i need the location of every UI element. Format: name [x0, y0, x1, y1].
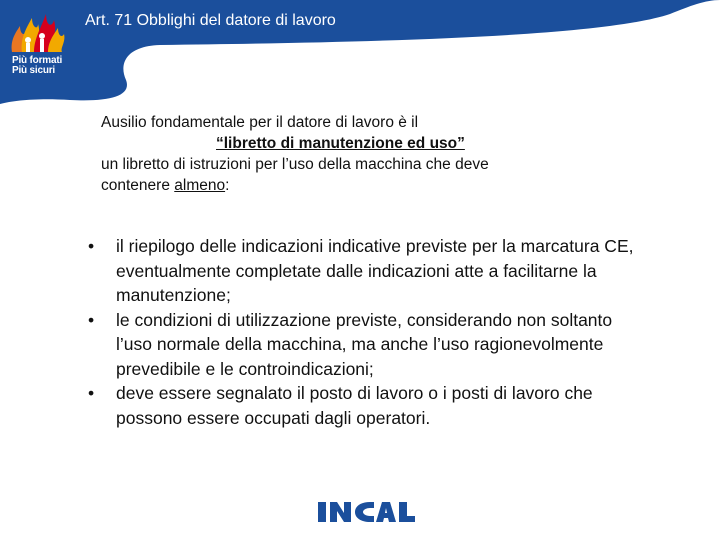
intro-emphasis: “libretto di manutenzione ed uso” [216, 135, 465, 152]
bullet-item [84, 381, 644, 430]
bullet-dot: • [88, 309, 95, 330]
bullet-text: le condizioni di utilizzazione previste, considerando non soltanto l’uso normale della macchina, ma anche l’uso ragionevolmente prevedibile e le controindicazioni; [116, 309, 613, 379]
logo-caption [12, 56, 62, 76]
logo-caption-line1: Più formati [12, 55, 63, 66]
intro-line-4-underlined: almeno [174, 177, 226, 194]
slide-title: Art. 71 Obblighi del datore di lavoro [85, 12, 336, 29]
intro-line-4-prefix: contenere [101, 177, 175, 194]
intro-paragraph [101, 112, 661, 196]
bullet-list [84, 234, 644, 430]
bullet-text: deve essere segnalato il posto di lavoro o i posti di lavoro che possono essere occupati dagli operatori. [116, 383, 593, 428]
logo-caption-line2: Più sicuri [12, 65, 56, 76]
intro-line-4-suffix: : [225, 177, 230, 194]
inail-logo [316, 496, 416, 526]
bullet-dot: • [88, 236, 95, 256]
intro-line-1: Ausilio fondamentale per il datore di lavoro è il [101, 114, 419, 131]
bullet-item [84, 234, 644, 308]
intro-line-3: un libretto di istruzioni per l’uso della macchina che deve [101, 156, 489, 173]
bullet-dot: • [88, 383, 95, 403]
bullet-item [84, 308, 644, 382]
bullet-text: il riepilogo delle indicazioni indicative previste per la marcatura CE, eventualmente completate dalle indicazioni atte a facilitarne la manutenzione; [116, 236, 634, 305]
